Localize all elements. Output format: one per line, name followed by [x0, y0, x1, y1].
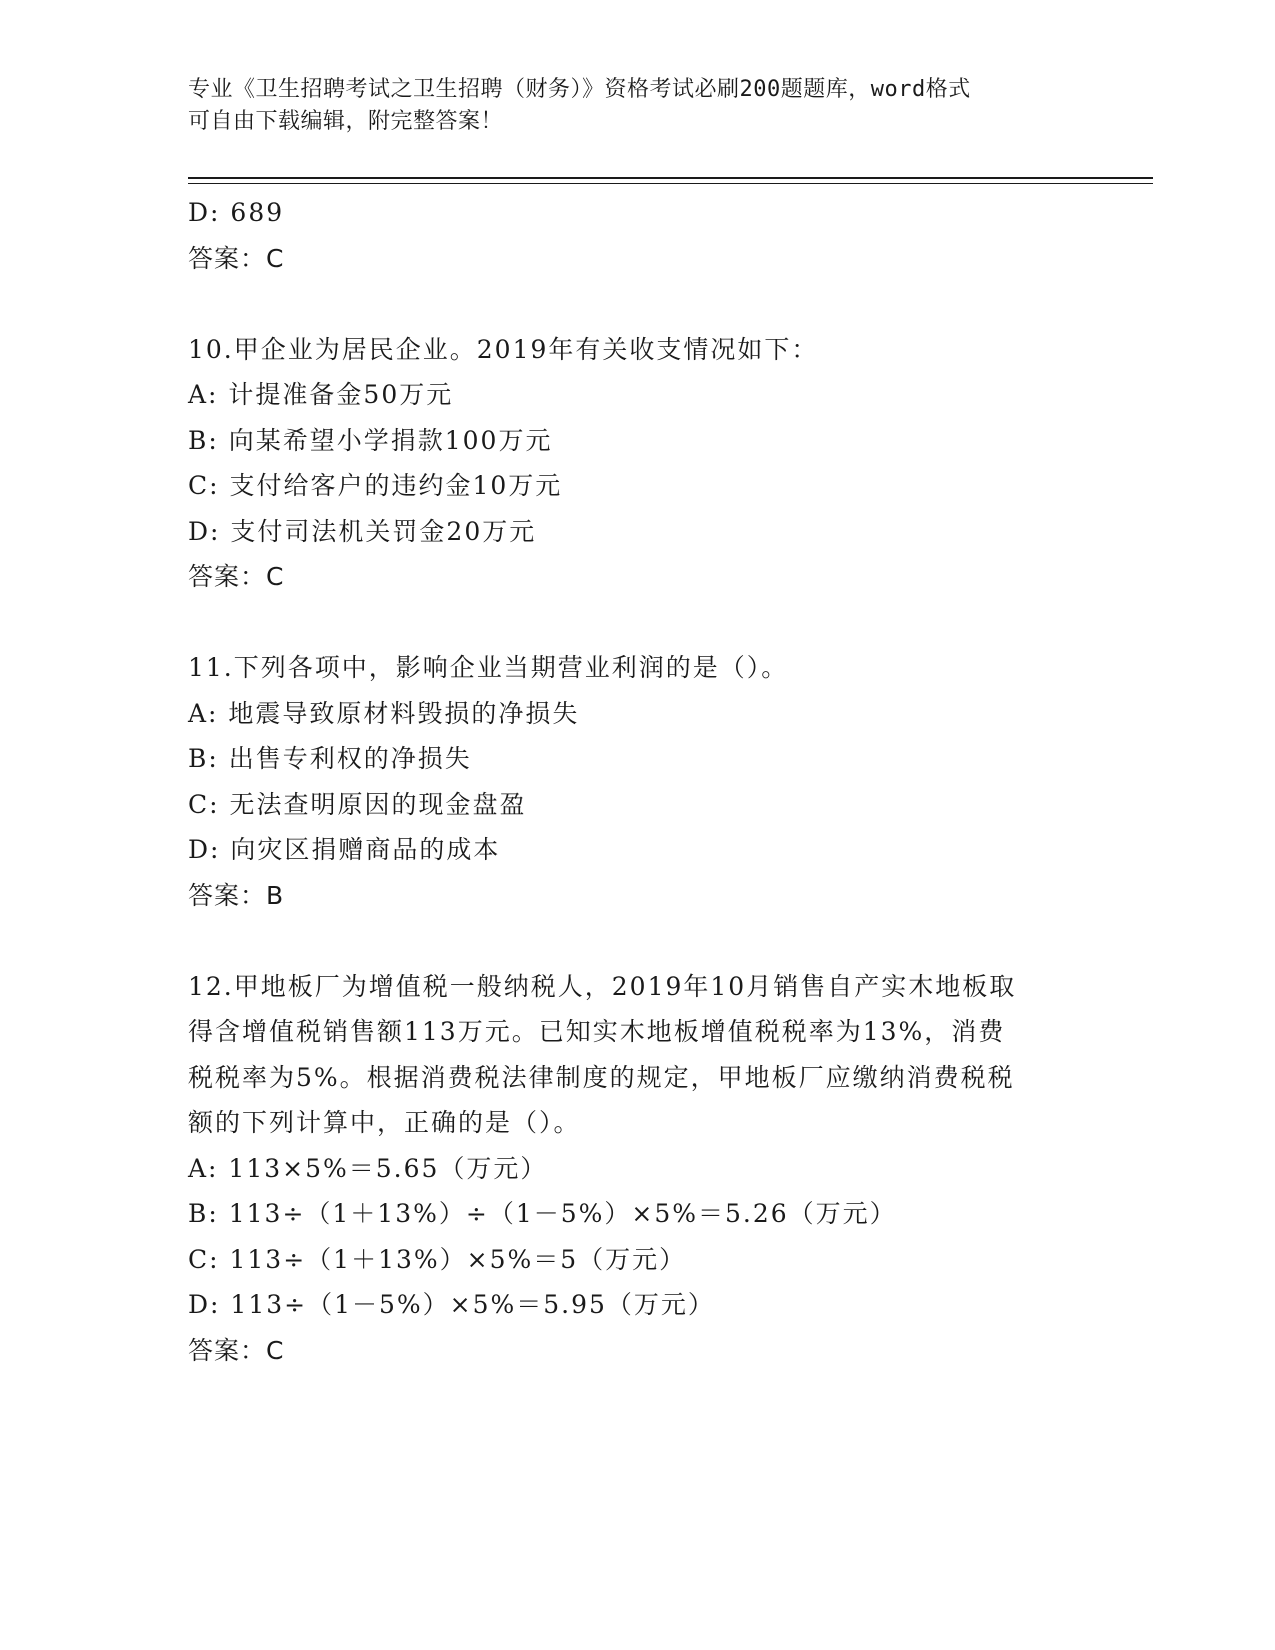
question-11 [188, 645, 1088, 918]
option-a: A: 计提准备金50万元 [188, 380, 454, 409]
question-9-tail [188, 190, 1088, 281]
option-b: B: 113÷（1＋13%）÷（1－5%）×5%＝5.26（万元） [188, 1199, 897, 1228]
spacer [188, 600, 1088, 646]
question-stem-line-3: 税税率为5%。根据消费税法律制度的规定，甲地板厂应缴纳消费税税 [188, 1062, 1015, 1092]
question-stem: 11.下列各项中，影响企业当期营业利润的是（）。 [188, 653, 789, 682]
header-rule-thin [188, 183, 1153, 184]
question-stem-line-2: 得含增值税销售额113万元。已知实木地板增值税税率为13%，消费 [188, 1017, 1006, 1046]
question-12 [188, 964, 1088, 1374]
header-line-1: 专业《卫生招聘考试之卫生招聘（财务）》资格考试必刷200题题库，word格式 [188, 77, 971, 102]
question-stem-line-4: 额的下列计算中，正确的是（）。 [188, 1108, 581, 1137]
question-list [188, 190, 1088, 1373]
option-d: D: 113÷（1－5%）×5%＝5.95（万元） [188, 1290, 715, 1319]
answer: 答案：C [188, 243, 285, 273]
option-b: B: 向某希望小学捐款100万元 [188, 425, 553, 455]
answer: 答案：C [188, 1335, 285, 1365]
option-c: C: 支付给客户的违约金10万元 [188, 471, 563, 500]
option-a: A: 113×5%＝5.65（万元） [188, 1153, 548, 1183]
option-d: D: 向灾区捐赠商品的成本 [188, 835, 501, 864]
answer: 答案：B [188, 880, 285, 910]
document-header [188, 74, 1088, 138]
option-c: C: 无法查明原因的现金盘盈 [188, 789, 527, 819]
header-line-2: 可自由下载编辑，附完整答案！ [188, 109, 504, 134]
option-b: B: 出售专利权的净损失 [188, 744, 472, 773]
option-d: D: 支付司法机关罚金20万元 [188, 516, 537, 546]
question-stem: 10.甲企业为居民企业。2019年有关收支情况如下： [188, 334, 819, 364]
spacer [188, 281, 1088, 327]
option-c: C: 113÷（1＋13%）×5%＝5（万元） [188, 1244, 687, 1274]
header-rule-thick [188, 177, 1153, 179]
question-stem-line-1: 12.甲地板厂为增值税一般纳税人，2019年10月销售自产实木地板取 [188, 971, 1017, 1001]
answer: 答案：C [188, 562, 285, 591]
question-10 [188, 327, 1088, 600]
option-a: A: 地震导致原材料毁损的净损失 [188, 698, 580, 728]
spacer [188, 918, 1088, 964]
option-d: D: 689 [188, 198, 285, 227]
